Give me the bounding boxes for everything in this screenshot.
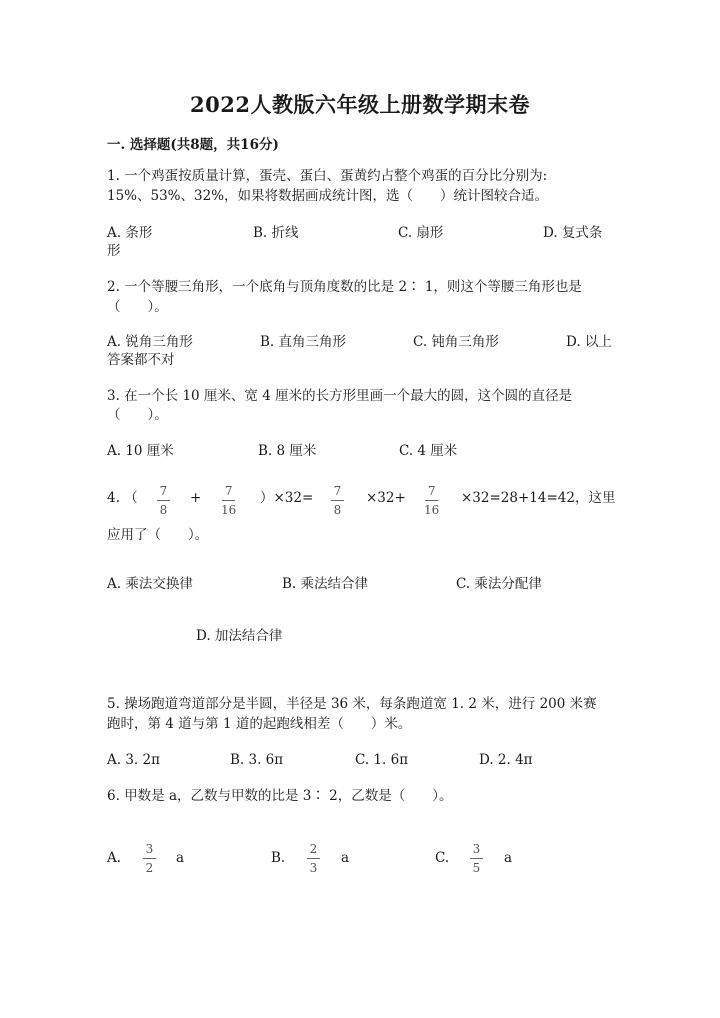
- question-text: ×32+: [366, 490, 406, 506]
- question-text: 应用了（ ）。: [107, 527, 209, 543]
- option-variable: a: [341, 850, 350, 866]
- fraction-bar: [307, 858, 320, 859]
- fraction-denominator: 16: [221, 503, 237, 517]
- option-c[interactable]: C. 扇形: [398, 225, 444, 241]
- fraction-numerator: 7: [159, 484, 168, 498]
- option-label: B.: [271, 850, 286, 866]
- option-d-wrap: 答案都不对: [107, 352, 175, 368]
- question-text: （ ）。: [107, 299, 168, 315]
- fraction: [307, 842, 320, 875]
- option-label: A.: [107, 850, 122, 866]
- fraction: [221, 484, 236, 517]
- fraction-bar: [157, 500, 170, 501]
- question-text: （ ）。: [107, 407, 168, 423]
- page-title: 2022人教版六年级上册数学期末卷: [190, 92, 530, 117]
- fraction-numerator: 7: [224, 484, 233, 498]
- option-label: C.: [435, 850, 450, 866]
- plus-sign: +: [190, 490, 202, 506]
- question-text: 2. 一个等腰三角形，一个底角与顶角度数的比是 2∶ 1，则这个等腰三角形也是: [107, 279, 582, 295]
- option-c[interactable]: C. 1. 6π: [355, 752, 409, 768]
- fraction-bar: [143, 858, 156, 859]
- option-variable: a: [504, 850, 513, 866]
- option-a[interactable]: A. 锐角三角形: [107, 334, 193, 350]
- fraction-denominator: 8: [159, 503, 168, 517]
- option-b[interactable]: B. 折线: [253, 225, 299, 241]
- fraction-bar: [331, 500, 344, 501]
- fraction: [143, 842, 156, 875]
- fraction-numerator: 3: [145, 842, 154, 856]
- fraction-bar: [470, 858, 483, 859]
- question-text: 跑时，第 4 道与第 1 道的起跑线相差（ ）米。: [107, 716, 412, 732]
- fraction-numerator: 7: [427, 484, 436, 498]
- question-text: 3. 在一个长 10 厘米、宽 4 厘米的长方形里画一个最大的圆，这个圆的直径是: [107, 388, 573, 404]
- question-text: 4. （: [107, 490, 138, 506]
- option-a[interactable]: A. 条形: [107, 225, 153, 241]
- option-d[interactable]: D. 以上: [566, 334, 612, 350]
- option-a[interactable]: A. 3. 2π: [107, 752, 160, 768]
- section-heading: 一. 选择题(共8题，共16分): [107, 137, 279, 153]
- fraction-bar: [222, 500, 235, 501]
- question-text: 15%、53%、32%，如果将数据画成统计图，选（ ）统计图较合适。: [107, 188, 549, 204]
- option-c[interactable]: C. 4 厘米: [399, 443, 458, 459]
- option-variable: a: [176, 850, 185, 866]
- fraction-denominator: 3: [309, 861, 318, 875]
- fraction-numerator: 7: [333, 484, 342, 498]
- question-text: 5. 操场跑道弯道部分是半圆，半径是 36 米，每条跑道宽 1. 2 米，进行 200 米赛: [107, 696, 597, 712]
- fraction-numerator: 3: [472, 842, 481, 856]
- fraction: [331, 484, 344, 517]
- fraction: [424, 484, 439, 517]
- fraction-numerator: 2: [309, 842, 318, 856]
- option-b[interactable]: B. 直角三角形: [260, 334, 347, 350]
- fraction: [157, 484, 170, 517]
- option-d-wrap: 形: [107, 243, 121, 259]
- fraction: [470, 842, 483, 875]
- option-a[interactable]: A. 乘法交换律: [107, 576, 193, 592]
- option-b[interactable]: B. 乘法结合律: [282, 576, 369, 592]
- fraction-denominator: 2: [145, 861, 154, 875]
- option-c[interactable]: C. 乘法分配律: [456, 576, 542, 592]
- question-text: ×32=28+14=42，这里: [461, 490, 616, 506]
- option-b[interactable]: B. 8 厘米: [258, 443, 317, 459]
- question-text: ）×32=: [260, 490, 314, 506]
- fraction-bar: [425, 500, 438, 501]
- option-d[interactable]: D. 复式条: [543, 225, 603, 241]
- question-text: 1. 一个鸡蛋按质量计算，蛋壳、蛋白、蛋黄约占整个鸡蛋的百分比分别为:: [107, 168, 548, 184]
- fraction-denominator: 8: [333, 503, 342, 517]
- option-d[interactable]: D. 2. 4π: [479, 752, 533, 768]
- option-b[interactable]: B. 3. 6π: [230, 752, 284, 768]
- option-d[interactable]: D. 加法结合律: [196, 628, 283, 644]
- fraction-denominator: 5: [472, 861, 481, 875]
- fraction-denominator: 16: [424, 503, 440, 517]
- option-c[interactable]: C. 钝角三角形: [413, 334, 499, 350]
- question-text: 6. 甲数是 a，乙数与甲数的比是 3∶ 2，乙数是（ ）。: [107, 788, 453, 804]
- option-a[interactable]: A. 10 厘米: [107, 443, 174, 459]
